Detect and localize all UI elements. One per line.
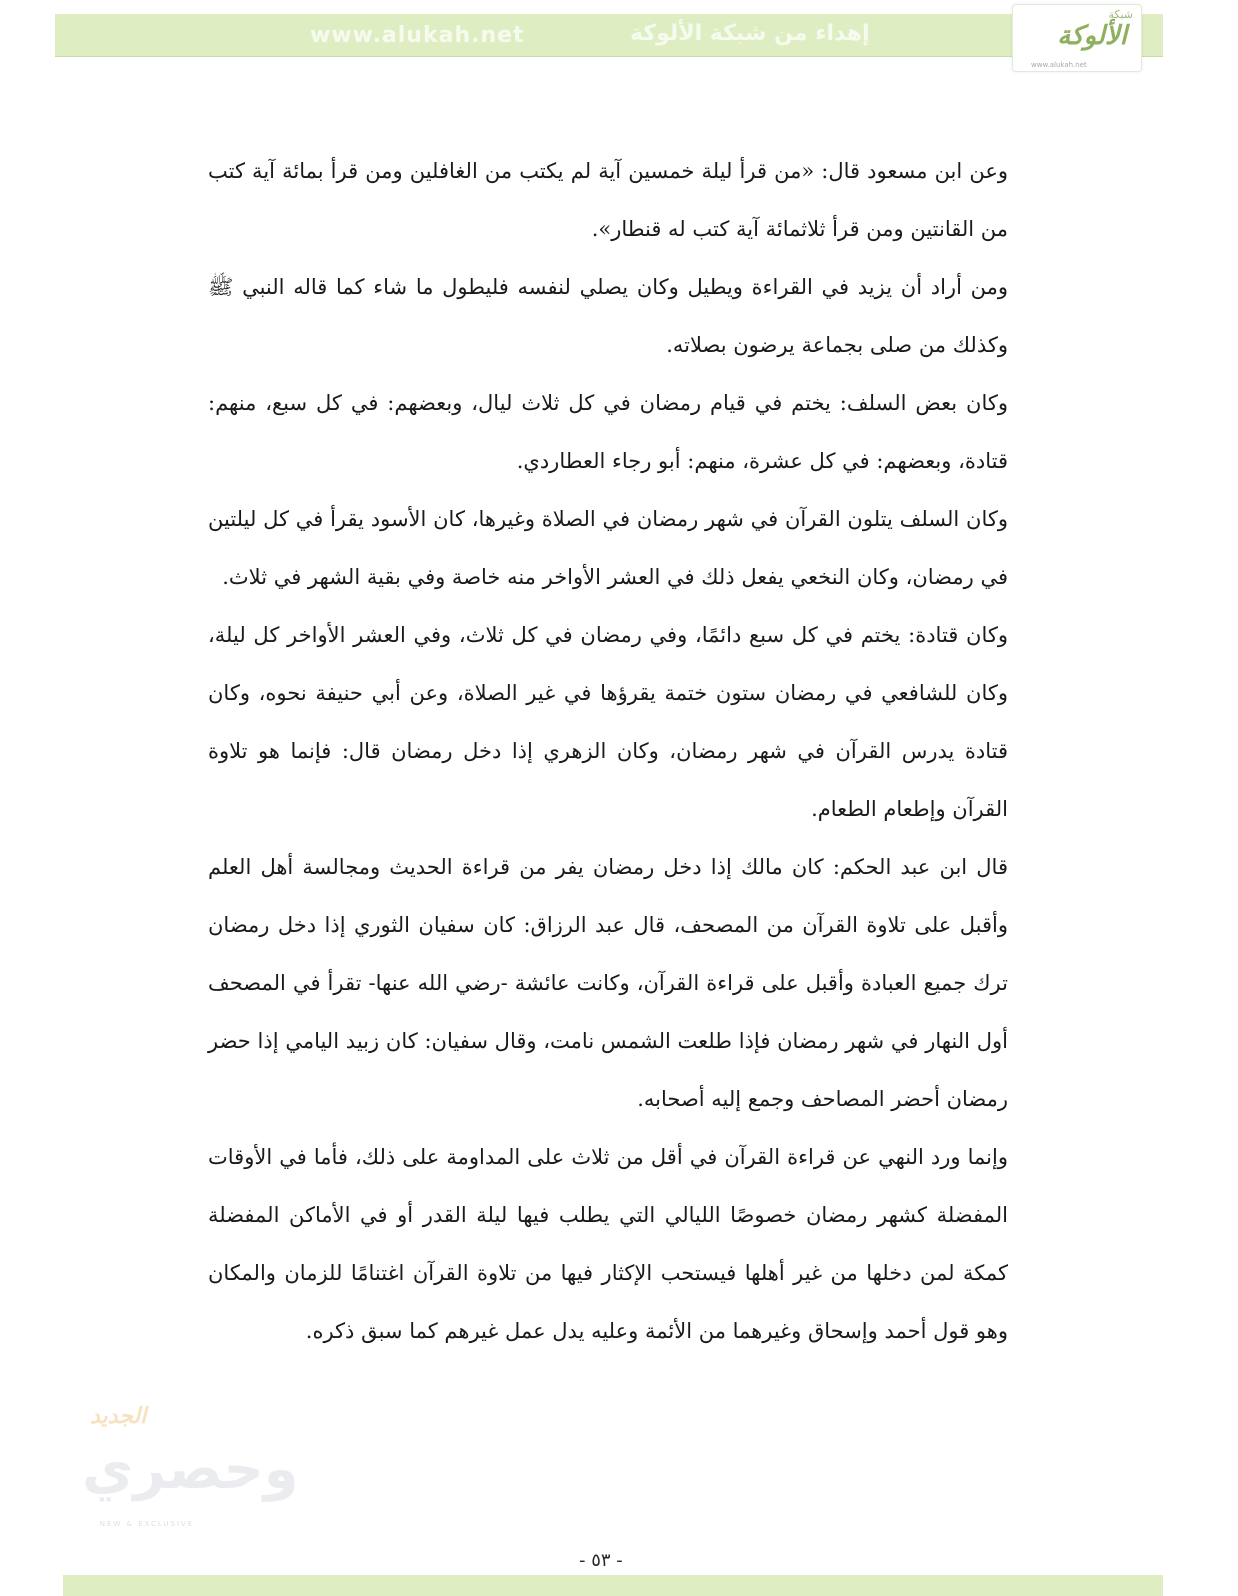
footer-band (63, 1575, 1163, 1596)
alukah-logo (1012, 4, 1142, 72)
header-gift-text: إهداء من شبكة الألوكة (630, 21, 870, 46)
paragraph-6: قال ابن عبد الحكم: كان مالك إذا دخل رمضان يفر من قراءة الحديث ومجالسة أهل العلم وأقبل على تلاوة القرآن من المصحف، قال عبد الرزاق: كان سفيان الثوري إذا دخل رمضان ترك جميع العبادة وأقبل على قراءة القرآن، وكانت عائشة -رضي الله عنها- تقرأ في المصحف أول النهار في شهر رمضان فإذا طلعت الشمس نامت، وقال سفيان: كان زبيد اليامي إذا حضر رمضان أحضر المصاحف وجمع إليه أصحابه. (208, 855, 1008, 1111)
header-url: www.alukah.net (310, 23, 525, 48)
logo-main-text: الألوكة (1057, 21, 1127, 51)
paragraph-5: وكان قتادة: يختم في كل سبع دائمًا، وفي رمضان في كل ثلاث، وفي العشر الأواخر كل ليلة، وكان للشافعي في رمضان ستون ختمة يقرؤها في غير الصلاة، وعن أبي حنيفة نحوه، وكان قتادة يدرس القرآن في شهر رمضان، وكان الزهري إذا دخل رمضان قال: فإنما هو تلاوة القرآن وإطعام الطعام. (208, 623, 1008, 821)
badge-main-text: وحصري (82, 1437, 299, 1502)
paragraph-2: ومن أراد أن يزيد في القراءة ويطيل وكان يصلي لنفسه فليطول ما شاء كما قاله النبي ﷺ وكذلك من صلى بجماعة يرضون بصلاته. (208, 275, 1008, 357)
logo-top-text: شبكة (1108, 8, 1133, 21)
header-band (55, 14, 1163, 57)
paragraph-3: وكان بعض السلف: يختم في قيام رمضان في كل ثلاث ليال، وبعضهم: في كل سبع، منهم: قتادة، وبعضهم: في كل عشرة، منهم: أبو رجاء العطاردي. (208, 391, 1008, 473)
logo-url-text: www.alukah.net (1031, 61, 1087, 69)
badge-sub-text: NEW & EXCLUSIVE (99, 1520, 195, 1528)
new-exclusive-badge (82, 1400, 299, 1530)
paragraph-7: وإنما ورد النهي عن قراءة القرآن في أقل من ثلاث على المداومة على ذلك، فأما في الأوقات المفضلة كشهر رمضان خصوصًا الليالي التي يطلب فيها ليلة القدر أو في الأماكن المفضلة كمكة لمن دخلها من غير أهلها فيستحب الإكثار فيها من تلاوة القرآن اغتنامًا للزمان والمكان وهو قول أحمد وإسحاق وغيرهما من الأئمة وعليه يدل عمل غيرهم كما سبق ذكره. (208, 1145, 1008, 1343)
paragraph-4: وكان السلف يتلون القرآن في شهر رمضان في الصلاة وغيرها، كان الأسود يقرأ في كل ليلتين في رمضان، وكان النخعي يفعل ذلك في العشر الأواخر منه خاصة وفي بقية الشهر في ثلاث. (208, 507, 1008, 589)
page-number: - ٥٣ - (579, 1550, 623, 1571)
paragraph-1: وعن ابن مسعود قال: «من قرأ ليلة خمسين آية لم يكتب من الغافلين ومن قرأ بمائة آية كتب من القانتين ومن قرأ ثلاثمائة آية كتب له قنطار». (208, 159, 1008, 241)
page-body (208, 142, 1008, 1360)
badge-top-text: الجديد (90, 1404, 147, 1429)
